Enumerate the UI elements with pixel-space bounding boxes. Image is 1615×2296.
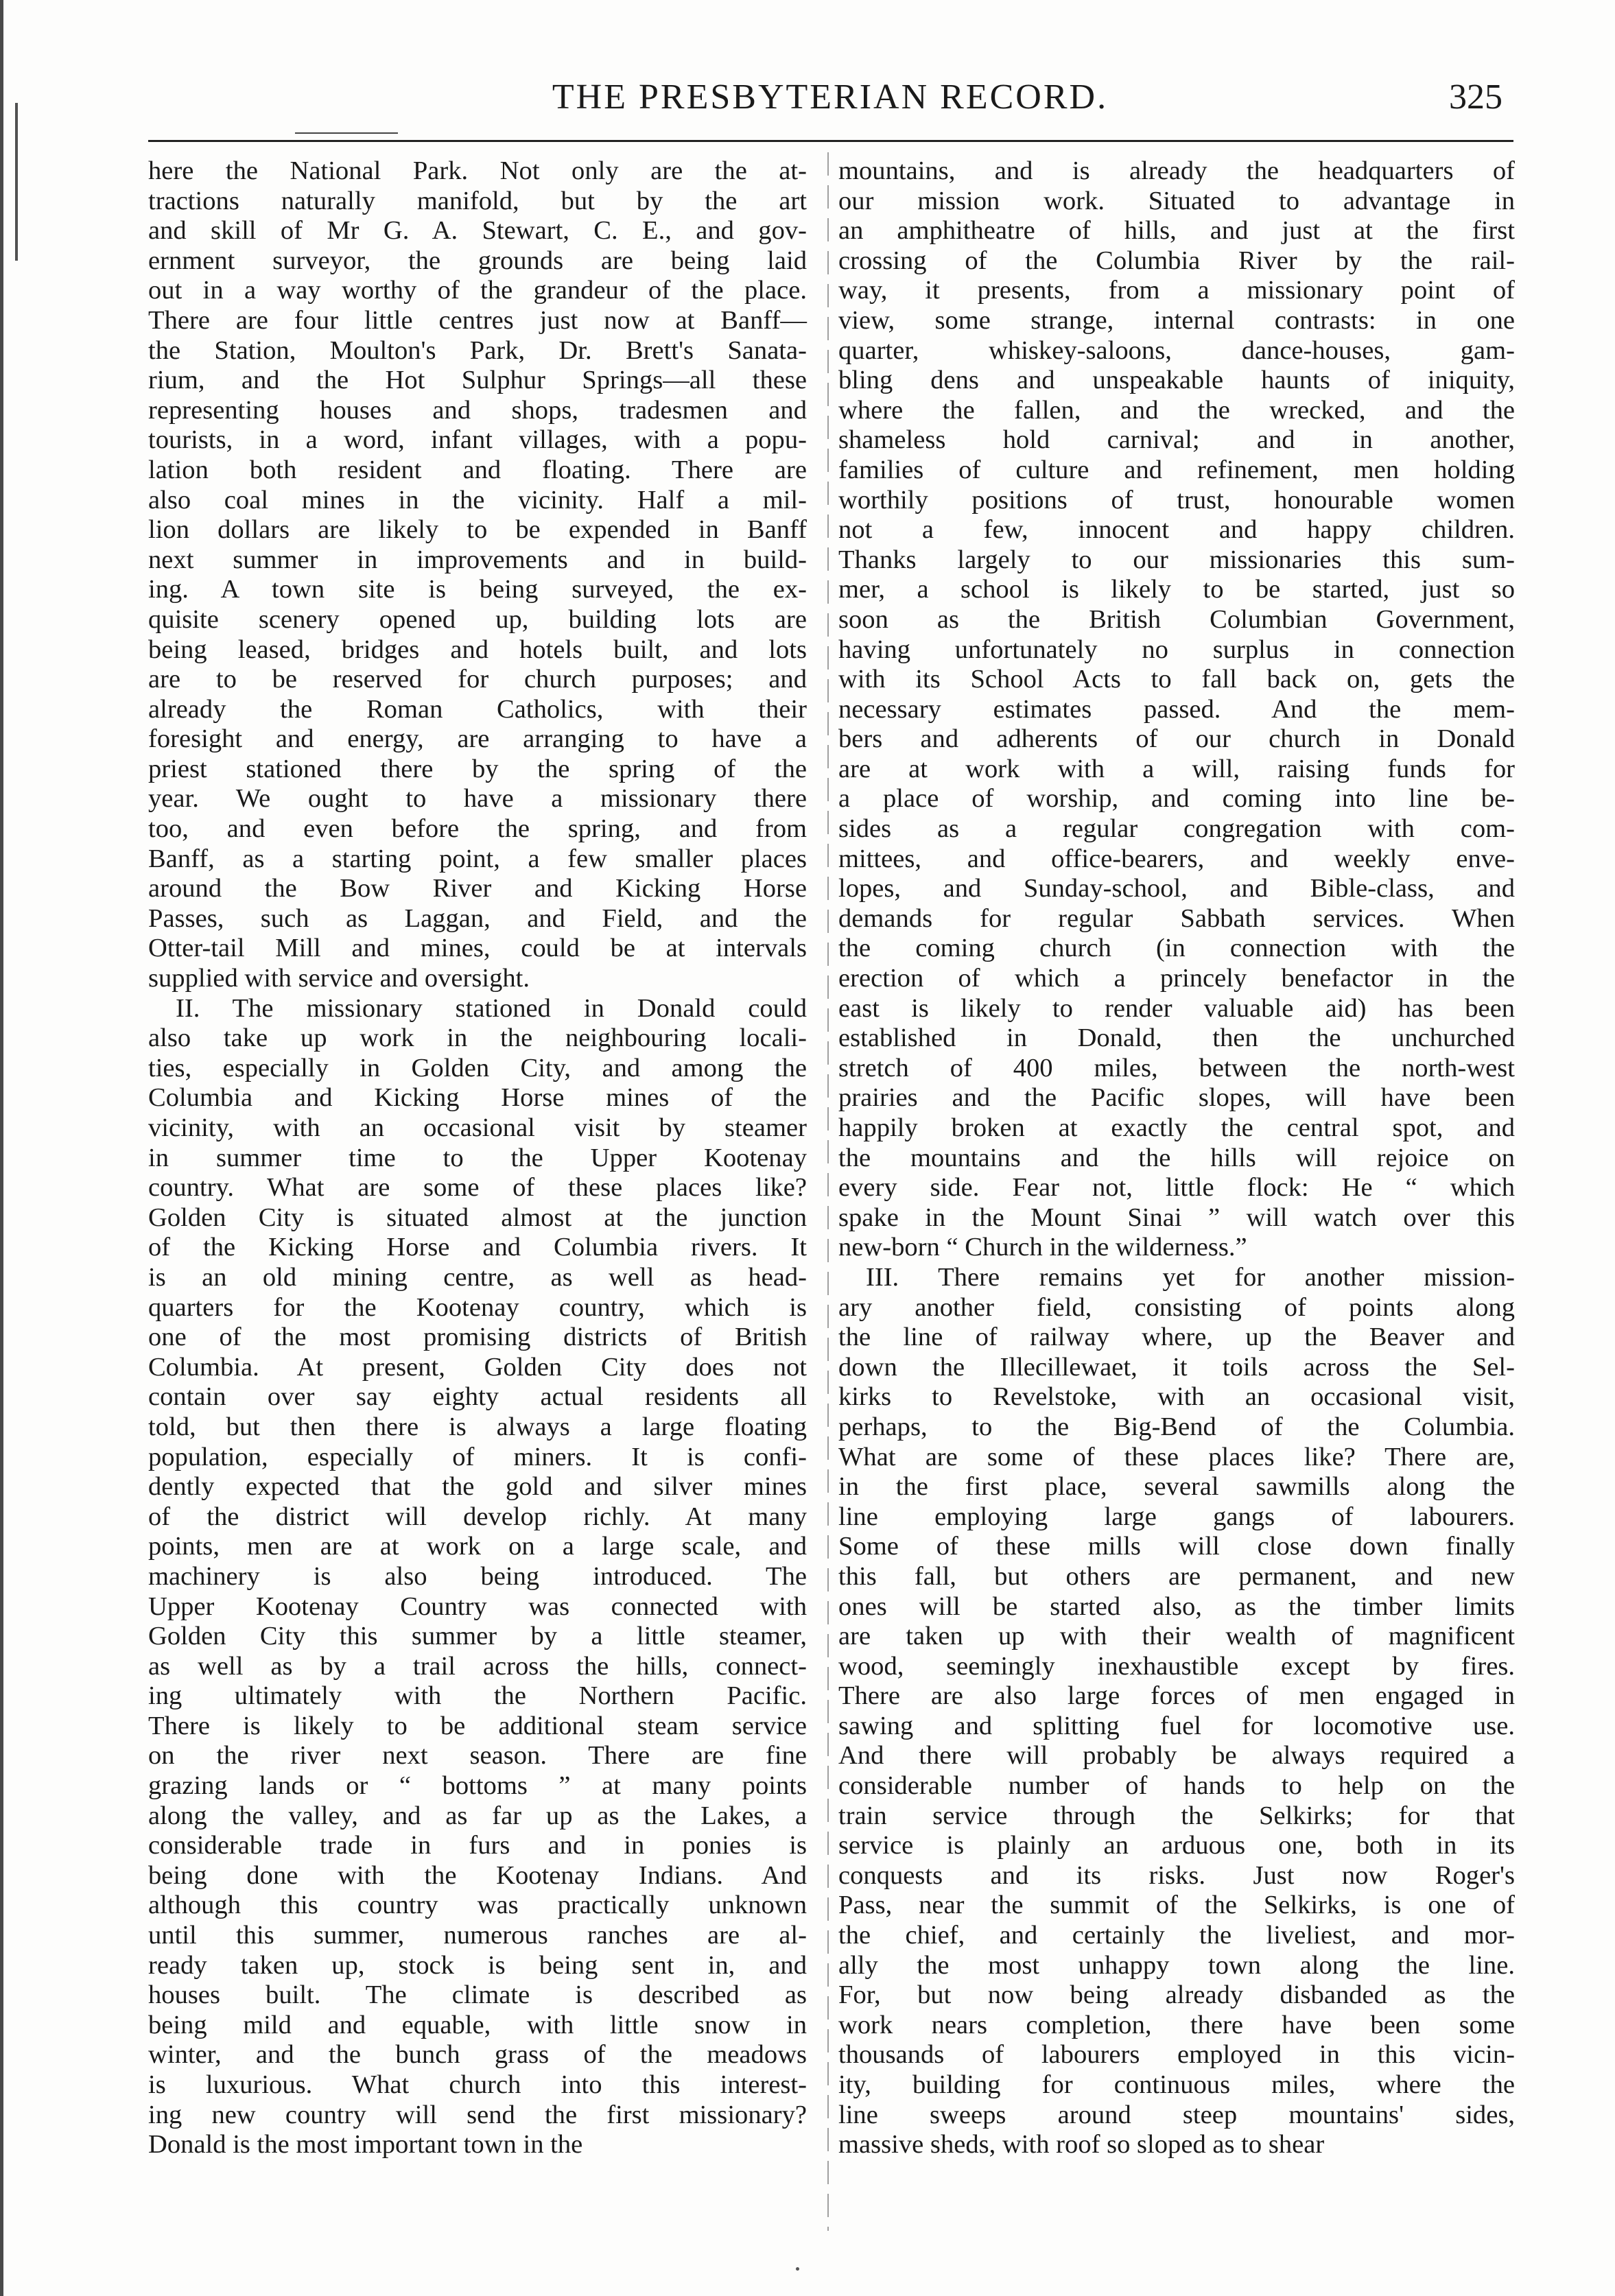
text-line: stretch of 400 miles, between the north-west [838,1053,1515,1082]
text-line: sawing and splitting fuel for locomotive use. [838,1711,1515,1740]
text-line: kirks to Revelstoke, with an occasional visit, [838,1382,1515,1412]
header-mark [295,132,398,134]
text-line: ary another field, consisting of points along [838,1292,1515,1322]
text-line: necessary estimates passed. And the mem- [838,694,1515,724]
text-line: houses built. The climate is described as [148,1980,807,2010]
text-line: lion dollars are likely to be expended in Banff [148,515,807,545]
text-line: is an old mining centre, as well as head- [148,1262,807,1292]
text-line: along the valley, and as far up as the Lakes, a [148,1801,807,1830]
text-line: Donald is the most important town in the [148,2130,583,2159]
text-line: being leased, bridges and hotels built, and lots [148,635,807,664]
text-line: down the Illecillewaet, it toils across the Sel- [838,1352,1515,1382]
text-line: here the National Park. Not only are the at- [148,156,807,185]
text-line: happily broken at exactly the central spot, and [838,1113,1515,1142]
text-line: country. What are some of these places like? [148,1173,807,1203]
text-line: mer, a school is likely to be started, just so [838,575,1515,604]
text-line: erection of which a princely benefactor in the [838,964,1515,993]
text-line: work nears completion, there have been some [838,2010,1515,2039]
text-line: Pass, near the summit of the Selkirks, is one of [838,1891,1515,1920]
text-line: considerable number of hands to help on the [838,1771,1515,1801]
text-line: Some of these mills will close down finally [838,1532,1515,1561]
left-column [148,156,807,2160]
text-line: quisite scenery opened up, building lots are [148,604,807,634]
text-line: demands for regular Sabbath services. When [838,903,1515,933]
text-line: tourists, in a word, infant villages, with a popu- [148,425,807,455]
text-line: wood, seemingly inexhaustible except by fires. [838,1651,1515,1681]
binding-mark [15,103,18,261]
text-line: What are some of these places like? There are, [838,1442,1515,1471]
text-line: ready taken up, stock is being sent in, and [148,1950,807,1980]
text-line: ing ultimately with the Northern Pacific. [148,1681,807,1711]
text-line: established in Donald, then the unchurched [838,1023,1515,1053]
text-line: foresight and energy, are arranging to have a [148,724,807,754]
text-line: thousands of labourers employed in this vicin- [838,2040,1515,2070]
text-line: are to be reserved for church purposes; and [148,665,807,694]
text-line: machinery is also being introduced. The [148,1561,807,1591]
text-line: There are also large forces of men engaged in [838,1681,1515,1711]
text-line: also coal mines in the vicinity. Half a mil- [148,485,807,514]
text-line: service is plainly an arduous one, both in its [838,1831,1515,1860]
column-divider [827,152,829,2231]
text-line: Thanks largely to our missionaries this sum- [838,545,1515,574]
text-line: are at work with a will, raising funds for [838,754,1515,783]
text-line: being mild and equable, with little snow in [148,2010,807,2039]
text-line: Golden City this summer by a little steamer, [148,1622,807,1651]
right-column [838,156,1515,2160]
text-line: spake in the Mount Sinai ” will watch over this [838,1203,1515,1232]
text-line: families of culture and refinement, men holding [838,455,1515,484]
header-rule [148,140,1513,142]
text-line: supplied with service and oversight. [148,964,530,993]
text-line: ing new country will send the first missionary? [148,2100,807,2129]
text-line: one of the most promising districts of British [148,1323,807,1352]
binding-edge [0,0,8,2296]
text-line: in the first place, several sawmills along the [838,1472,1515,1502]
text-line: new-born “ Church in the wilderness.” [838,1233,1247,1262]
text-line: with its School Acts to fall back on, gets the [838,665,1515,694]
text-line: way, it presents, from a missionary point of [838,276,1515,305]
text-line: our mission work. Situated to advantage in [838,186,1515,215]
text-line: quarters for the Kootenay country, which is [148,1292,807,1322]
text-line: mountains, and is already the headquarters of [838,156,1515,185]
text-line: III. There remains yet for another mission- [866,1262,1515,1292]
text-line: in summer time to the Upper Kootenay [148,1143,807,1172]
text-line: Columbia. At present, Golden City does not [148,1352,807,1382]
text-line: year. We ought to have a missionary there [148,784,807,814]
text-line: ties, especially in Golden City, and among the [148,1053,807,1082]
text-line: mittees, and office-bearers, and weekly enve- [838,844,1515,873]
text-line: worthily positions of trust, honourable women [838,485,1515,514]
text-line: view, some strange, internal contrasts: in one [838,305,1515,335]
text-line: although this country was practically unknown [148,1891,807,1920]
text-line: ally the most unhappy town along the line. [838,1950,1515,1980]
text-line: of the district will develop richly. At many [148,1502,807,1531]
text-line: on the river next season. There are fine [148,1741,807,1771]
text-line: tractions naturally manifold, but by the art [148,186,807,215]
text-line: the mountains and the hills will rejoice on [838,1143,1515,1172]
text-line: train service through the Selkirks; for that [838,1801,1515,1830]
text-line: soon as the British Columbian Government, [838,604,1515,634]
text-line: There are four little centres just now at Banff— [148,305,807,335]
text-line: where the fallen, and the wrecked, and the [838,395,1515,425]
text-line: as well as by a trail across the hills, connect- [148,1651,807,1681]
text-line: too, and even before the spring, and from [148,814,807,844]
text-line: Otter-tail Mill and mines, could be at intervals [148,934,807,963]
text-line: Passes, such as Laggan, and Field, and the [148,903,807,933]
text-line: ity, building for continuous miles, where the [838,2070,1515,2099]
text-line: the line of railway where, up the Beaver and [838,1323,1515,1352]
text-line: next summer in improvements and in build- [148,545,807,574]
text-line: being done with the Kootenay Indians. And [148,1860,807,1890]
publication-title: THE PRESBYTERIAN RECORD. [552,78,1109,117]
text-line: considerable trade in furs and in ponies is [148,1831,807,1860]
text-line: lopes, and Sunday-school, and Bible-class, and [838,874,1515,903]
text-line: vicinity, with an occasional visit by steamer [148,1113,807,1142]
text-line: a place of worship, and coming into line be- [838,784,1515,814]
text-line: massive sheds, with roof so sloped as to shear [838,2130,1325,2159]
text-line: priest stationed there by the spring of the [148,754,807,783]
text-line: not a few, innocent and happy children. [838,515,1515,545]
text-line: the chief, and certainly the liveliest, and mor- [838,1921,1515,1950]
text-line: conquests and its risks. Just now Roger's [838,1860,1515,1890]
text-line: grazing lands or “ bottoms ” at many points [148,1771,807,1801]
text-line: is luxurious. What church into this interest- [148,2070,807,2099]
page-speck [796,2267,799,2271]
text-line: told, but then there is always a large floating [148,1412,807,1441]
text-line: sides as a regular congregation with com- [838,814,1515,844]
text-line: prairies and the Pacific slopes, will have been [838,1083,1515,1113]
text-line: Columbia and Kicking Horse mines of the [148,1083,807,1113]
text-line: bers and adherents of our church in Donald [838,724,1515,754]
text-line: line employing large gangs of labourers. [838,1502,1515,1531]
text-line: representing houses and shops, tradesmen and [148,395,807,425]
text-line: out in a way worthy of the grandeur of the place. [148,276,807,305]
text-line: ones will be started also, as the timber limits [838,1591,1515,1621]
text-line: shameless hold carnival; and in another, [838,425,1515,455]
text-line: lation both resident and floating. There are [148,455,807,484]
text-line: And there will probably be always required a [838,1741,1515,1771]
text-line: population, especially of miners. It is confi- [148,1442,807,1471]
text-line: dently expected that the gold and silver mines [148,1472,807,1502]
text-line: bling dens and unspeakable haunts of iniquity, [838,366,1515,395]
text-line: Golden City is situated almost at the junction [148,1203,807,1232]
text-line: an amphitheatre of hills, and just at the first [838,216,1515,246]
text-line: every side. Fear not, little flock: He “ which [838,1173,1515,1203]
text-line: the coming church (in connection with the [838,934,1515,963]
text-line: II. The missionary stationed in Donald could [176,993,807,1023]
text-line: contain over say eighty actual residents all [148,1382,807,1412]
text-line: of the Kicking Horse and Columbia rivers. It [148,1233,807,1262]
text-line: until this summer, numerous ranches are al- [148,1921,807,1950]
running-header [158,77,1502,125]
text-line: winter, and the bunch grass of the meadows [148,2040,807,2070]
text-line: For, but now being already disbanded as the [838,1980,1515,2010]
page-number: 325 [1449,78,1502,117]
text-line: perhaps, to the Big-Bend of the Columbia. [838,1412,1515,1441]
text-line: already the Roman Catholics, with their [148,694,807,724]
text-line: crossing of the Columbia River by the rail- [838,246,1515,275]
text-line: having unfortunately no surplus in connection [838,635,1515,664]
text-line: also take up work in the neighbouring locali- [148,1023,807,1053]
text-line: around the Bow River and Kicking Horse [148,874,807,903]
text-line: line sweeps around steep mountains' sides, [838,2100,1515,2129]
text-line: this fall, but others are permanent, and new [838,1561,1515,1591]
text-line: rium, and the Hot Sulphur Springs—all these [148,366,807,395]
text-line: points, men are at work on a large scale, and [148,1532,807,1561]
text-line: ernment surveyor, the grounds are being laid [148,246,807,275]
text-line: quarter, whiskey-saloons, dance-houses, gam- [838,335,1515,365]
text-line: are taken up with their wealth of magnificent [838,1622,1515,1651]
text-line: Upper Kootenay Country was connected with [148,1591,807,1621]
text-line: There is likely to be additional steam service [148,1711,807,1740]
text-line: the Station, Moulton's Park, Dr. Brett's Sanata- [148,335,807,365]
text-line: east is likely to render valuable aid) has been [838,993,1515,1023]
text-line: and skill of Mr G. A. Stewart, C. E., and gov- [148,216,807,246]
text-line: Banff, as a starting point, a few smaller places [148,844,807,873]
text-line: ing. A town site is being surveyed, the ex- [148,575,807,604]
